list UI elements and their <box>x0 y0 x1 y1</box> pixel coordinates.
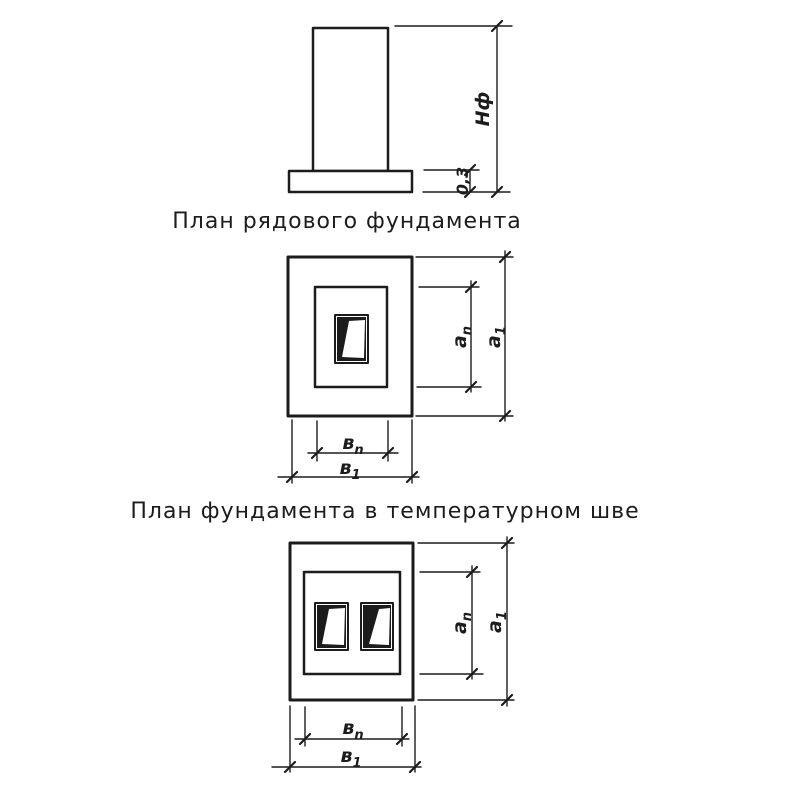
a1-dimension-label: $а_1$ <box>483 326 509 348</box>
b1-dimension-label: $в_1$ <box>340 745 362 771</box>
anchor-socket-right <box>361 603 393 650</box>
anchor-socket-left <box>315 603 348 650</box>
column-shape <box>313 28 388 171</box>
an-dimension <box>417 281 481 392</box>
a1-dimension-label: $а_1$ <box>484 611 510 633</box>
plan-single-caption: План рядового фундамента <box>172 209 522 234</box>
bn-dimension <box>308 421 398 461</box>
footing-thickness-label: 0,3 <box>453 166 472 196</box>
elevation-figure <box>289 21 512 197</box>
hf-dimension-label: Нф <box>472 91 494 127</box>
footing-shape <box>289 171 412 192</box>
plan-single-figure <box>278 251 513 483</box>
bn-dimension-label: $в_n$ <box>342 717 364 743</box>
an-dimension <box>420 566 483 679</box>
plan-double-caption: План фундамента в температурном шве <box>130 499 640 524</box>
bn-dimension <box>295 707 409 746</box>
anchor-socket <box>335 315 368 363</box>
plan-double-figure <box>272 537 514 772</box>
bn-dimension-label: $в_n$ <box>342 432 364 458</box>
an-dimension-label: $а_n$ <box>449 611 475 635</box>
b1-dimension-label: $в_1$ <box>339 457 361 483</box>
an-dimension-label: $а_n$ <box>449 325 475 349</box>
